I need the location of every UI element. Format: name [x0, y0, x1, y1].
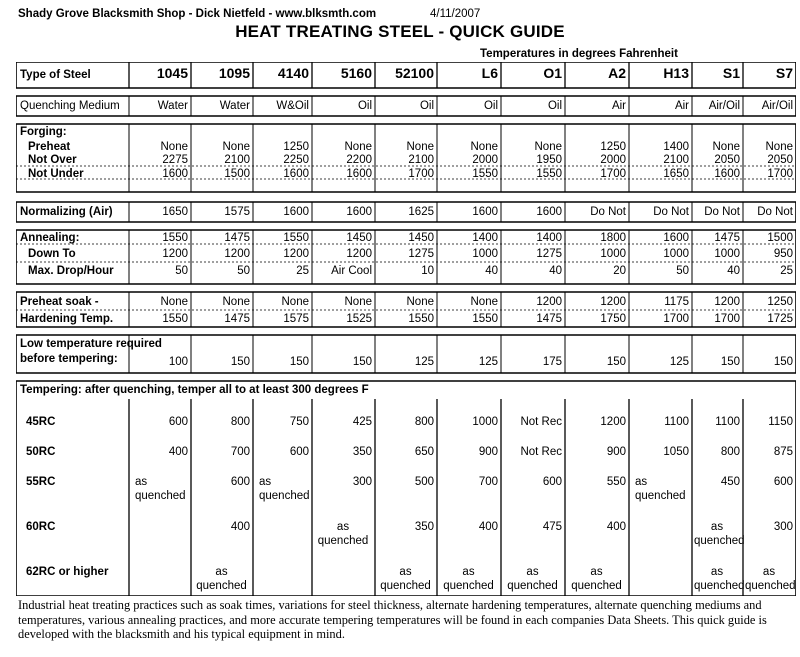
- annealing-value: 50: [676, 265, 689, 277]
- annealing-value: 1200: [224, 248, 250, 260]
- document-date: 4/11/2007: [430, 8, 481, 20]
- tempering-value: 300: [352, 476, 372, 488]
- quench-value: Oil: [483, 100, 498, 112]
- normalizing-value: Do Not: [757, 206, 793, 218]
- quench-value: Water: [157, 100, 188, 112]
- tempering-value: 400: [230, 521, 250, 533]
- hardness-label: 55RC: [26, 476, 56, 488]
- as-quenched-text: as: [710, 566, 724, 578]
- tempering-value: Not Rec: [520, 416, 562, 428]
- tempering-value: 600: [168, 416, 188, 428]
- forging-value: 1550: [472, 168, 498, 180]
- preheat-value: 1525: [346, 313, 372, 325]
- quench-value: Oil: [419, 100, 434, 112]
- preheat-value: 1200: [536, 296, 562, 308]
- tempering-label: Tempering: after quenching, temper all to at least 300 degrees F: [20, 384, 369, 396]
- preheat-value: 1700: [714, 313, 740, 325]
- annealing-value: 1550: [162, 232, 188, 244]
- annealing-value: 25: [296, 265, 309, 277]
- annealing-value: 1475: [224, 232, 250, 244]
- preheat-value: 1250: [767, 296, 793, 308]
- annealing-value: 50: [237, 265, 250, 277]
- annealing-value: 1400: [472, 232, 498, 244]
- tempering-value: 650: [414, 446, 434, 458]
- preheat-row-label: Preheat soak -: [20, 296, 99, 308]
- as-quenched-text: quenched: [507, 580, 558, 592]
- as-quenched-text: quenched: [259, 490, 310, 502]
- annealing-value: 1500: [767, 232, 793, 244]
- normalizing-value: 1600: [536, 206, 562, 218]
- normalizing-value: 1600: [472, 206, 498, 218]
- forging-value: 1400: [663, 141, 689, 153]
- forging-value: 2050: [767, 154, 793, 166]
- as-quenched-text: as: [215, 566, 228, 578]
- forging-value: 1600: [714, 168, 740, 180]
- preheat-value: 1550: [408, 313, 434, 325]
- annealing-value: 1450: [408, 232, 434, 244]
- forging-value: None: [470, 141, 498, 153]
- quench-value: Oil: [547, 100, 562, 112]
- temperature-units-note: Temperatures in degrees Fahrenheit: [480, 48, 678, 60]
- steel-grade-header: S7: [775, 65, 793, 81]
- forging-value: 2250: [283, 154, 309, 166]
- normalizing-value: 1625: [408, 206, 434, 218]
- low-temp-value: 125: [478, 356, 498, 368]
- forging-label: Forging:: [20, 126, 67, 138]
- heat-treating-table: [16, 62, 796, 596]
- preheat-row-label: Hardening Temp.: [20, 313, 114, 325]
- annealing-value: 1800: [600, 232, 626, 244]
- normalizing-value: Do Not: [590, 206, 626, 218]
- tempering-value: 800: [720, 446, 740, 458]
- preheat-value: 1475: [536, 313, 562, 325]
- forging-value: 1600: [283, 168, 309, 180]
- low-temp-value: 150: [720, 356, 740, 368]
- annealing-value: 1550: [283, 232, 309, 244]
- forging-value: 1700: [408, 168, 434, 180]
- forging-value: None: [712, 141, 740, 153]
- annealing-value: Air Cool: [331, 265, 372, 277]
- as-quenched-text: quenched: [317, 535, 369, 547]
- hardness-label: 60RC: [26, 521, 56, 533]
- steel-grade-header: 4140: [277, 65, 309, 81]
- quench-value: Air: [611, 100, 626, 112]
- tempering-value: 1000: [472, 416, 498, 428]
- as-quenched-text: as: [399, 566, 412, 578]
- annealing-value: 1450: [346, 232, 372, 244]
- normalizing-value: Do Not: [704, 206, 740, 218]
- steel-grade-header: S1: [722, 65, 740, 81]
- steel-grade-header: 5160: [340, 65, 372, 81]
- low-temp-label: Low temperature required: [20, 338, 162, 350]
- forging-value: 2100: [224, 154, 250, 166]
- forging-value: 1550: [536, 168, 562, 180]
- tempering-value: 700: [478, 476, 498, 488]
- forging-value: 2000: [600, 154, 626, 166]
- forging-value: 1700: [767, 168, 793, 180]
- forging-value: 1650: [663, 168, 689, 180]
- as-quenched-text: as: [462, 566, 475, 578]
- footer-note: Industrial heat treating practices such as soak times, variations for steel thickness, alternate hardening temperatures, alternate quenching mediums and temperatures, various annealing practices, and more accurate tempering temperatures will be found in each companies Data Sheets. This quick guide is developed with the blacksmith and his typical equipment in mind.: [18, 598, 767, 641]
- tempering-value: 400: [606, 521, 626, 533]
- forging-value: 1600: [162, 168, 188, 180]
- tempering-value: 600: [289, 446, 309, 458]
- forging-value: None: [534, 141, 562, 153]
- quenching-medium-label: Quenching Medium: [20, 100, 120, 112]
- as-quenched-text: quenched: [443, 580, 494, 592]
- forging-value: 1700: [600, 168, 626, 180]
- tempering-value: 1100: [664, 416, 689, 428]
- as-quenched-text: quenched: [380, 580, 431, 592]
- as-quenched-text: as: [336, 521, 350, 533]
- as-quenched-text: as: [259, 476, 272, 488]
- tempering-value: 475: [542, 521, 562, 533]
- as-quenched-text: quenched: [694, 535, 745, 547]
- preheat-value: 1550: [472, 313, 498, 325]
- shop-header: Shady Grove Blacksmith Shop - Dick Nietfeld - www.blksmth.com: [18, 8, 377, 20]
- forging-value: 2275: [162, 154, 188, 166]
- preheat-value: None: [406, 296, 434, 308]
- tempering-value: 300: [773, 521, 793, 533]
- tempering-value: Not Rec: [520, 446, 562, 458]
- preheat-value: 1200: [600, 296, 626, 308]
- forging-value: None: [406, 141, 434, 153]
- quench-value: Air/Oil: [708, 100, 740, 112]
- tempering-value: 425: [352, 416, 372, 428]
- tempering-value: 900: [606, 446, 626, 458]
- forging-value: None: [765, 141, 793, 153]
- annealing-value: 10: [421, 265, 434, 277]
- annealing-value: 1200: [283, 248, 309, 260]
- preheat-value: 1575: [283, 313, 309, 325]
- annealing-value: 20: [613, 265, 626, 277]
- annealing-value: 1275: [408, 248, 434, 260]
- preheat-value: None: [344, 296, 372, 308]
- tempering-value: 600: [230, 476, 250, 488]
- tempering-value: 1050: [663, 446, 689, 458]
- preheat-value: 1200: [714, 296, 740, 308]
- annealing-value: 1275: [536, 248, 562, 260]
- low-temp-label: before tempering:: [20, 353, 118, 365]
- as-quenched-text: as: [762, 566, 776, 578]
- annealing-value: 1000: [600, 248, 626, 260]
- forging-value: 1950: [536, 154, 562, 166]
- tempering-value: 1100: [715, 416, 740, 428]
- annealing-row-label: Annealing:: [20, 232, 80, 244]
- low-temp-value: 175: [542, 356, 562, 368]
- annealing-value: 40: [727, 265, 740, 277]
- steel-grade-header: L6: [481, 65, 498, 81]
- steel-grade-header: A2: [608, 65, 626, 81]
- steel-grade-header: 1045: [156, 65, 188, 81]
- as-quenched-text: quenched: [135, 490, 186, 502]
- quench-value: W&Oil: [276, 100, 309, 112]
- preheat-value: 1750: [600, 313, 626, 325]
- preheat-value: 1725: [767, 313, 793, 325]
- quench-value: Air: [674, 100, 689, 112]
- tempering-value: 450: [720, 476, 740, 488]
- low-temp-value: 150: [606, 356, 626, 368]
- forging-value: 2000: [472, 154, 498, 166]
- forging-value: 2100: [663, 154, 689, 166]
- annealing-value: 1600: [663, 232, 689, 244]
- tempering-value: 550: [606, 476, 626, 488]
- as-quenched-text: quenched: [745, 580, 796, 592]
- tempering-value: 400: [478, 521, 498, 533]
- tempering-value: 1200: [600, 416, 626, 428]
- tempering-value: 500: [414, 476, 434, 488]
- annealing-value: 1400: [536, 232, 562, 244]
- annealing-value: 1000: [714, 248, 740, 260]
- as-quenched-text: quenched: [571, 580, 622, 592]
- low-temp-value: 150: [230, 356, 250, 368]
- hardness-label: 45RC: [26, 416, 56, 428]
- annealing-value: 950: [773, 248, 793, 260]
- forging-value: 1250: [283, 141, 309, 153]
- low-temp-value: 150: [352, 356, 372, 368]
- preheat-value: None: [281, 296, 309, 308]
- forging-value: None: [160, 141, 188, 153]
- tempering-value: 600: [773, 476, 793, 488]
- tempering-value: 1150: [768, 416, 793, 428]
- preheat-value: None: [160, 296, 188, 308]
- tempering-value: 350: [414, 521, 434, 533]
- hardness-label: 62RC or higher: [26, 566, 109, 578]
- as-quenched-text: as: [590, 566, 603, 578]
- as-quenched-text: as: [710, 521, 724, 533]
- tempering-value: 700: [230, 446, 250, 458]
- tempering-value: 875: [773, 446, 793, 458]
- normalizing-label: Normalizing (Air): [20, 206, 113, 218]
- preheat-value: 1700: [663, 313, 689, 325]
- low-temp-value: 100: [168, 356, 188, 368]
- annealing-value: 1200: [162, 248, 188, 260]
- quench-value: Oil: [357, 100, 372, 112]
- as-quenched-text: quenched: [694, 580, 745, 592]
- normalizing-value: 1650: [162, 206, 188, 218]
- forging-value: 2100: [408, 154, 434, 166]
- quench-value: Air/Oil: [761, 100, 793, 112]
- annealing-value: 50: [175, 265, 188, 277]
- steel-grade-header: O1: [543, 65, 562, 81]
- quench-value: Water: [219, 100, 250, 112]
- tempering-value: 800: [414, 416, 434, 428]
- normalizing-value: 1575: [224, 206, 250, 218]
- annealing-row-label: Max. Drop/Hour: [28, 265, 114, 277]
- forging-value: None: [222, 141, 250, 153]
- low-temp-value: 125: [414, 356, 434, 368]
- preheat-value: 1475: [224, 313, 250, 325]
- annealing-value: 1200: [346, 248, 372, 260]
- preheat-value: None: [222, 296, 250, 308]
- as-quenched-text: quenched: [196, 580, 247, 592]
- annealing-value: 25: [780, 265, 793, 277]
- annealing-row-label: Down To: [28, 248, 76, 260]
- document-title: HEAT TREATING STEEL - QUICK GUIDE: [235, 22, 565, 41]
- as-quenched-text: as: [526, 566, 539, 578]
- tempering-value: 800: [230, 416, 250, 428]
- forging-value: 1500: [224, 168, 250, 180]
- preheat-value: 1175: [664, 296, 689, 308]
- steel-grade-header: H13: [663, 65, 689, 81]
- as-quenched-text: quenched: [635, 490, 686, 502]
- forging-value: 1250: [600, 141, 626, 153]
- tempering-value: 900: [478, 446, 498, 458]
- forging-value: 2200: [346, 154, 372, 166]
- low-temp-value: 150: [773, 356, 793, 368]
- low-temp-value: 125: [669, 356, 689, 368]
- steel-grade-header: 1095: [218, 65, 250, 81]
- normalizing-value: Do Not: [653, 206, 689, 218]
- forging-row-label: Preheat: [28, 141, 71, 153]
- normalizing-value: 1600: [283, 206, 309, 218]
- tempering-value: 750: [289, 416, 309, 428]
- forging-value: 1600: [346, 168, 372, 180]
- steel-grade-header: 52100: [395, 65, 434, 81]
- annealing-value: 40: [485, 265, 498, 277]
- as-quenched-text: as: [635, 476, 648, 488]
- annealing-value: 1000: [663, 248, 689, 260]
- type-of-steel-label: Type of Steel: [20, 69, 91, 81]
- hardness-label: 50RC: [26, 446, 56, 458]
- forging-row-label: Not Under: [28, 168, 84, 180]
- annealing-value: 1475: [714, 232, 740, 244]
- as-quenched-text: as: [135, 476, 148, 488]
- low-temp-value: 150: [289, 356, 309, 368]
- forging-value: 2050: [714, 154, 740, 166]
- preheat-value: None: [470, 296, 498, 308]
- tempering-value: 400: [168, 446, 188, 458]
- tempering-value: 600: [542, 476, 562, 488]
- forging-value: None: [344, 141, 372, 153]
- normalizing-value: 1600: [346, 206, 372, 218]
- annealing-value: 40: [549, 265, 562, 277]
- forging-row-label: Not Over: [28, 154, 77, 166]
- tempering-value: 350: [352, 446, 372, 458]
- preheat-value: 1550: [162, 313, 188, 325]
- annealing-value: 1000: [472, 248, 498, 260]
